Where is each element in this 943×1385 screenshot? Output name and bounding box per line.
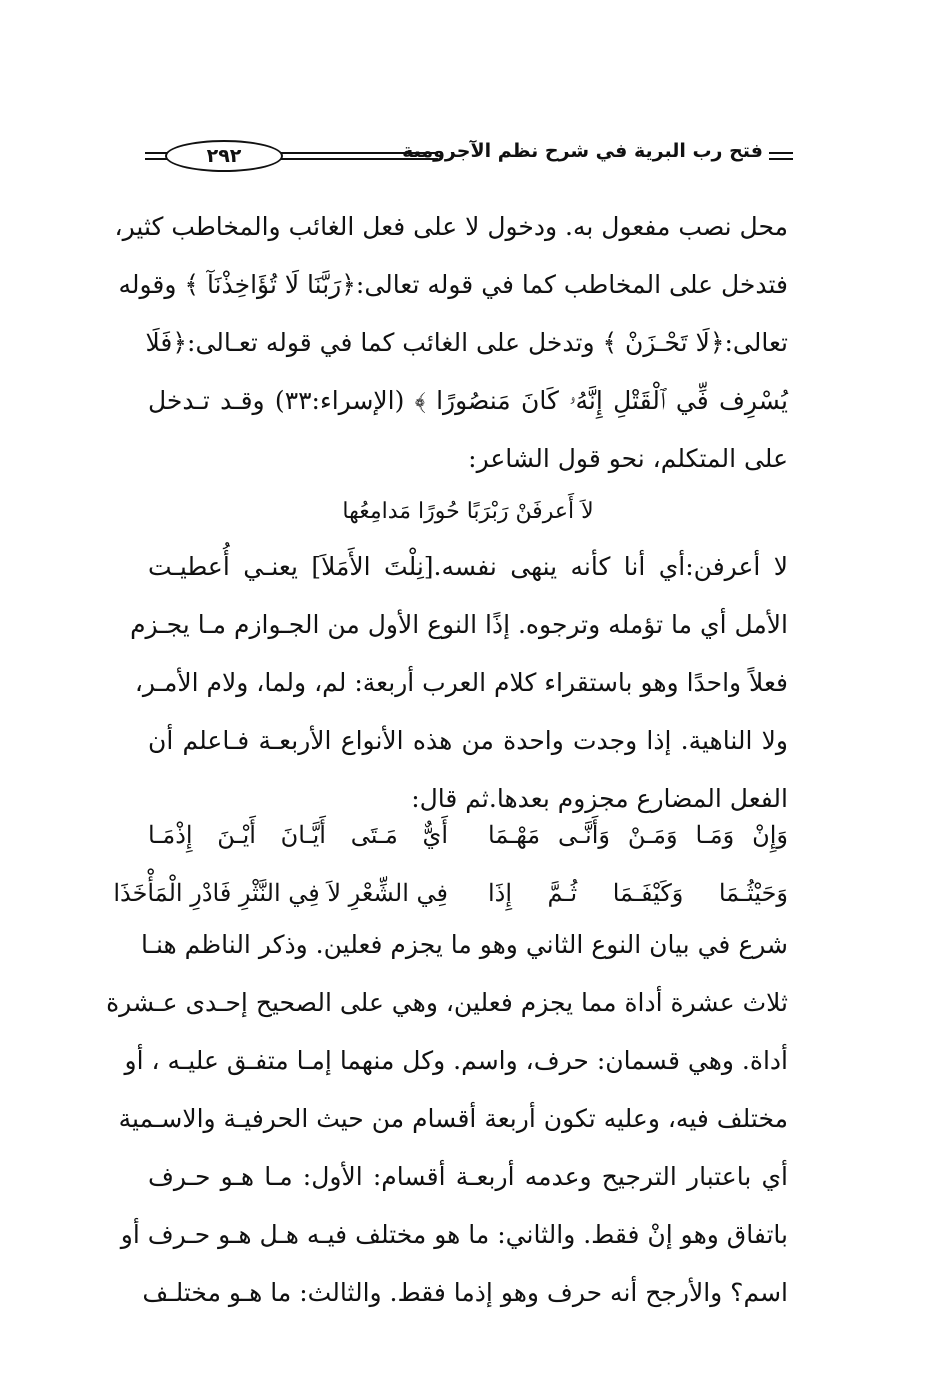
running-header xyxy=(145,138,793,178)
text-line: اسم؟ والأرجح أنه حرف وهو إذما فقط. والثالث: ما هـو مختلـف xyxy=(142,1278,788,1307)
poem-hemistich-second: فِي الشِّعْرِ لاَ فِي النَّثْرِ فَادْرِ الْمَأْخَذَا xyxy=(113,879,448,907)
paragraph-2 xyxy=(130,538,788,828)
text-line: باتفاق وهو إنْ فقط. والثاني: ما هو مختلف فيـه هـل هـو حـرف أو xyxy=(120,1220,788,1249)
poem-line xyxy=(148,806,788,864)
header-rule xyxy=(281,152,438,160)
text-line: يُسْرِف فِّي ٱلْقَتْلِ إِنَّهُۥ كَانَ مَنصُورًا ﴾ (الإسراء:٣٣) وقـد تـدخل xyxy=(148,386,788,415)
poem-verses xyxy=(113,806,788,922)
poem-line xyxy=(113,864,788,922)
book-title: فتح رب البرية في شرح نظم الآجرومية xyxy=(402,140,763,162)
paragraph-3 xyxy=(106,916,788,1322)
paragraph-1 xyxy=(114,198,788,488)
quoted-verse: لاَ أَعرفَنْ رَبْرَبًا حُورًا مَدامِعُها xyxy=(342,499,594,524)
header-ornament-left xyxy=(145,152,167,160)
text-line: محل نصب مفعول به. ودخول لا على فعل الغائب والمخاطب كثير، xyxy=(114,212,788,241)
header-ornament-right xyxy=(769,152,793,160)
text-line: على المتكلم، نحو قول الشاعر: xyxy=(468,444,788,473)
text-line: أداة. وهي قسمان: حرف، واسم. وكل منهما إمـا متفـق عليـه ، أو xyxy=(124,1046,788,1075)
text-line: شرع في بيان النوع الثاني وهو ما يجزم فعلين. وذكر الناظم هنـا xyxy=(141,930,788,959)
text-line: ولا الناهية. إذا وجدت واحدة من هذه الأنواع الأربعـة فـاعلم أن xyxy=(148,726,788,755)
poem-hemistich-first: وَإِنْ وَمَـا وَمَـنْ وَأَنَّـى مَهْـمَا xyxy=(488,821,788,849)
text-line: فتدخل على المخاطب كما في قوله تعالى:﴿رَبَّنَا لَا تُؤَاخِذْنَآ ﴾ وقوله xyxy=(118,270,788,299)
page-number: ٢٩٢ xyxy=(165,140,283,172)
text-line: مختلف فيه، وعليه تكون أربعة أقسام من حيث الحرفيـة والاسـمية xyxy=(118,1104,788,1133)
text-line: فعلاً واحدًا وهو باستقراء كلام العرب أربعة: لم، ولما، ولام الأمـر، xyxy=(134,668,788,697)
text-line: لا أعرفن:أي أنا كأنه ينهى نفسه.[نِلْتَ الأَمَلاَ] يعنـي أُعطيـت xyxy=(148,552,788,581)
text-line: أي باعتبار الترجيح وعدمه أربعـة أقسام: الأول: مـا هـو حـرف xyxy=(148,1162,788,1191)
text-line: الأمل أي ما تؤمله وترجوه. إذًا النوع الأول من الجـوازم مـا يجـزم xyxy=(130,610,788,639)
poem-hemistich-first: وَحَيْثُـمَا وَكَيْفَـمَا ثُـمَّ إِذَا xyxy=(488,879,788,907)
text-line: ثلاث عشرة أداة مما يجزم فعلين، وهي على الصحيح إحـدى عـشرة xyxy=(106,988,788,1017)
poem-hemistich-second: أَيٌّ مَـتَى أَيَّـانَ أَيْـنَ إِذْمَـا xyxy=(148,821,448,849)
text-line: الفعل المضارع مجزوم بعدها.ثم قال: xyxy=(411,784,788,813)
text-line: تعالى:﴿لَا تَحْـزَنْ ﴾ وتدخل على الغائب كما في قوله تعـالى:﴿فَلَا xyxy=(145,328,788,357)
